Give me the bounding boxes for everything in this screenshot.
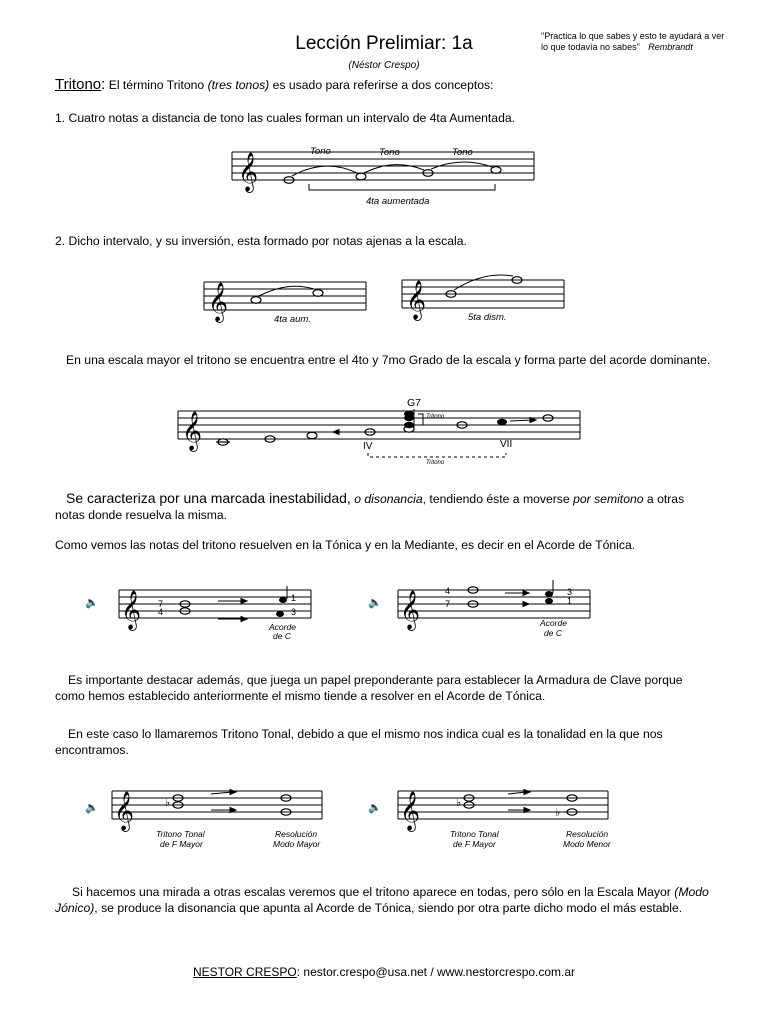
resolution-text: Como vemos las notas del tritono resuelven en la Tónica y en la Mediante, es decir en el Acorde de Tónica.: [55, 538, 636, 552]
staff-major-scale: [176, 392, 596, 470]
figure: 7: [445, 599, 451, 609]
scale-paragraph: En una escala mayor el tritono se encuentra entre el 4to y 7mo Grado de la escala y forma parte del acorde dominante.: [66, 353, 711, 367]
chord-label: Acorde: [540, 618, 567, 628]
epigraph-quote: "Practica lo que sabes y esto te ayudará a ver lo que todavía no sabes": [541, 31, 725, 52]
staff-diminished-fifth: [400, 268, 570, 328]
treble-clef-icon: 𝄞: [114, 792, 135, 830]
chord-label: Acorde: [269, 622, 296, 632]
intro-text-a: El término Tritono: [108, 78, 205, 92]
author-credit: (Néstor Crespo): [348, 60, 420, 71]
key-signature-paragraph: Es importante destacar además, que juega un papel preponderante para establecer la Armadura de Clave porque como hemos establecido anteriormente el mismo tiende a resolver en el Acorde de Tónica.: [55, 673, 683, 703]
figure: 7: [158, 599, 164, 609]
treble-clef-icon: 𝄞: [238, 153, 259, 191]
figure: 1: [567, 596, 573, 606]
staff-four-notes: [230, 140, 540, 215]
instability-text-a: Se caracteriza por una marcada inestabilidad,: [66, 490, 351, 506]
degree-iv: IV: [363, 441, 373, 452]
closing-paragraph: [55, 884, 715, 916]
note-g: [356, 173, 366, 180]
intro-line: [55, 77, 494, 93]
intro-text-b: (tres tonos): [207, 78, 270, 92]
resolution-label: Resolución: [275, 829, 318, 839]
staff-augmented-fourth: [202, 270, 372, 330]
figure: 4: [158, 607, 164, 617]
bracket-label: 4ta aumentada: [366, 196, 430, 207]
chord-label: de C: [273, 631, 291, 641]
instability-text-d: por semitono: [573, 492, 644, 506]
figure: 3: [567, 587, 573, 597]
interval-label: 4ta aum.: [274, 314, 311, 325]
tritono-small-label: Tritono: [426, 414, 445, 420]
tone-label: Tono: [310, 146, 331, 157]
speaker-icon[interactable]: 🔈: [368, 597, 382, 609]
tritone-label: de F Mayor: [160, 839, 203, 849]
tonal-tritone-paragraph: En este caso lo llamaremos Tritono Tonal, debido a que el mismo nos indica cual es la tonalidad en la que nos encontramos.: [55, 727, 663, 757]
flat-icon: ♭: [165, 797, 171, 809]
note-b: [491, 167, 501, 174]
figure: 4: [445, 586, 451, 596]
tritone-label: de F Mayor: [453, 839, 496, 849]
treble-clef-icon: 𝄞: [208, 283, 229, 321]
epigraph: [541, 31, 731, 53]
concept-2-text: 2. Dicho intervalo, y su inversión, esta formado por notas ajenas a la escala.: [55, 234, 467, 248]
staff-resolution-left: [117, 578, 317, 648]
footer-name: NESTOR CRESPO: [192, 965, 297, 979]
tritono-bottom-label: Tritono: [426, 460, 445, 466]
closing-text-b: (Modo Jónico): [55, 885, 709, 915]
tritone-label: Tritono Tonal: [450, 829, 499, 839]
chord-label: de C: [544, 628, 562, 638]
epigraph-author: Rembrandt: [648, 42, 693, 52]
treble-clef-icon: 𝄞: [400, 792, 421, 830]
tone-label: Tono: [379, 147, 400, 158]
intro-text-c: es usado para referirse a dos conceptos:: [272, 78, 494, 92]
tritono-colon: :: [101, 76, 106, 93]
speaker-icon[interactable]: 🔈: [85, 597, 99, 609]
instability-text-b: o disonancia: [354, 492, 423, 506]
treble-clef-icon: 𝄞: [121, 591, 142, 629]
footer-contact[interactable]: : nestor.crespo@usa.net / www.nestorcrespo.com.ar: [296, 965, 576, 979]
staff-resolution-right: [396, 578, 596, 648]
treble-clef-icon: 𝄞: [400, 591, 421, 629]
tone-label: Tono: [452, 147, 473, 158]
flat-icon: ♭: [456, 797, 462, 809]
staff-tonal-major: [110, 786, 330, 856]
instability-text-e: a otras notas donde resuelva la misma.: [55, 492, 685, 522]
footer: [0, 965, 768, 979]
staff-tonal-minor: [396, 786, 616, 856]
instability-paragraph: [55, 490, 715, 523]
treble-clef-icon: 𝄞: [182, 412, 203, 450]
speaker-icon[interactable]: 🔈: [368, 802, 382, 814]
resolution-label: Modo Mayor: [273, 839, 321, 849]
concept-1-text: 1. Cuatro notas a distancia de tono las cuales forman un intervalo de 4ta Aumentada.: [55, 111, 516, 125]
interval-label: 5ta dism.: [468, 312, 507, 323]
degree-vii: VII: [500, 439, 513, 450]
tritono-term: Tritono: [55, 76, 102, 93]
chord-symbol: G7: [407, 397, 422, 409]
closing-text-a: Si hacemos una mirada a otras escalas veremos que el tritono aparece en todas, pero sólo en la Escala Mayor: [72, 885, 671, 899]
flat-icon: ♭: [555, 807, 561, 819]
speaker-icon[interactable]: 🔈: [85, 802, 99, 814]
tritone-label: Tritono Tonal: [156, 829, 205, 839]
page-title: Lección Prelimiar: 1a: [295, 33, 473, 54]
resolution-label: Modo Menor: [563, 839, 611, 849]
instability-text-c: , tendiendo éste a moverse: [422, 492, 570, 506]
closing-text-c: , se produce la disonancia que apunta al Acorde de Tónica, siendo por otra parte dicho modo el más estable.: [94, 901, 683, 915]
treble-clef-icon: 𝄞: [406, 281, 427, 319]
resolution-label: Resolución: [566, 829, 609, 839]
figure: 3: [291, 607, 297, 617]
figure: 1: [291, 593, 297, 603]
